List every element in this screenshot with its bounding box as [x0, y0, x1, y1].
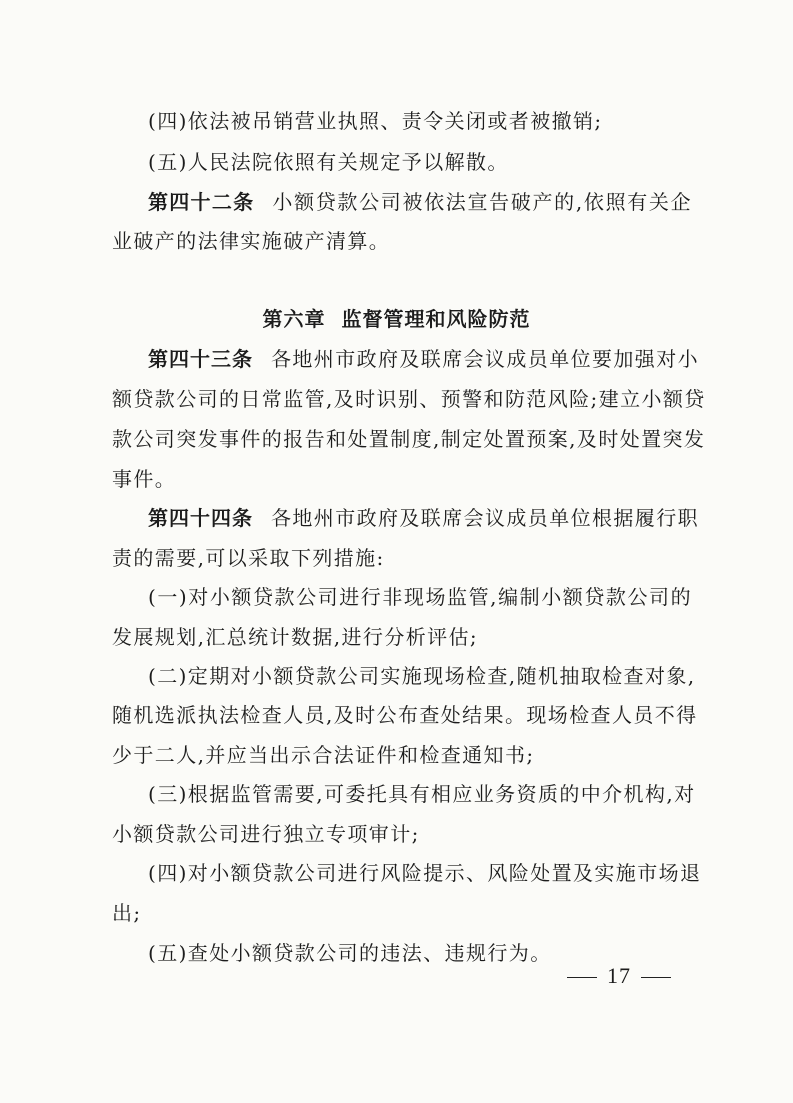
chapter-heading — [0, 305, 793, 333]
paragraph-line: 事件。 — [112, 467, 177, 491]
chapter-number: 第六章 — [262, 307, 326, 331]
article-43-line: 第四十三条 各地州市政府及联席会议成员单位要加强对小 — [148, 347, 699, 371]
article-number: 第四十二条 — [148, 190, 255, 214]
clause-line: (二)定期对小额贷款公司实施现场检查,随机抽取检查对象, — [148, 664, 696, 688]
paragraph-line: 出; — [112, 901, 142, 925]
paragraph-line: 款公司突发事件的报告和处置制度,制定处置预案,及时处置突发 — [112, 427, 706, 451]
clause-line: (四)对小额贷款公司进行风险提示、风险处置及实施市场退 — [148, 861, 702, 885]
chapter-title: 监督管理和风险防范 — [341, 307, 531, 331]
article-number: 第四十三条 — [148, 347, 253, 371]
article-number: 第四十四条 — [148, 506, 253, 530]
paragraph-line: 额贷款公司的日常监管,及时识别、预警和防范风险;建立小额贷 — [112, 387, 706, 411]
paragraph-line: 业破产的法律实施破产清算。 — [112, 229, 391, 253]
article-44-line: 第四十四条 各地州市政府及联席会议成员单位根据履行职 — [148, 506, 699, 530]
clause-line: (一)对小额贷款公司进行非现场监管,编制小额贷款公司的 — [148, 585, 692, 609]
paragraph-line: 少于二人,并应当出示合法证件和检查通知书; — [112, 743, 535, 767]
clause-line: (五)查处小额贷款公司的违法、违规行为。 — [148, 941, 552, 965]
paragraph-line: 发展规划,汇总统计数据,进行分析评估; — [112, 625, 479, 649]
paragraph-line: 随机选派执法检查人员,及时公布查处结果。现场检查人员不得 — [112, 703, 698, 727]
paragraph-line: 责的需要,可以采取下列措施: — [112, 546, 385, 570]
article-42-line: 第四十二条 小额贷款公司被依法宣告破产的,依照有关企 — [148, 190, 693, 214]
clause-line: (五)人民法院依照有关规定予以解散。 — [148, 150, 509, 174]
paragraph-line: 小额贷款公司进行独立专项审计; — [112, 822, 420, 846]
clause-line: (三)根据监管需要,可委托具有相应业务资质的中介机构,对 — [148, 782, 696, 806]
page-number: 17 — [557, 962, 681, 990]
clause-line: (四)依法被吊销营业执照、责令关闭或者被撤销; — [148, 109, 603, 133]
